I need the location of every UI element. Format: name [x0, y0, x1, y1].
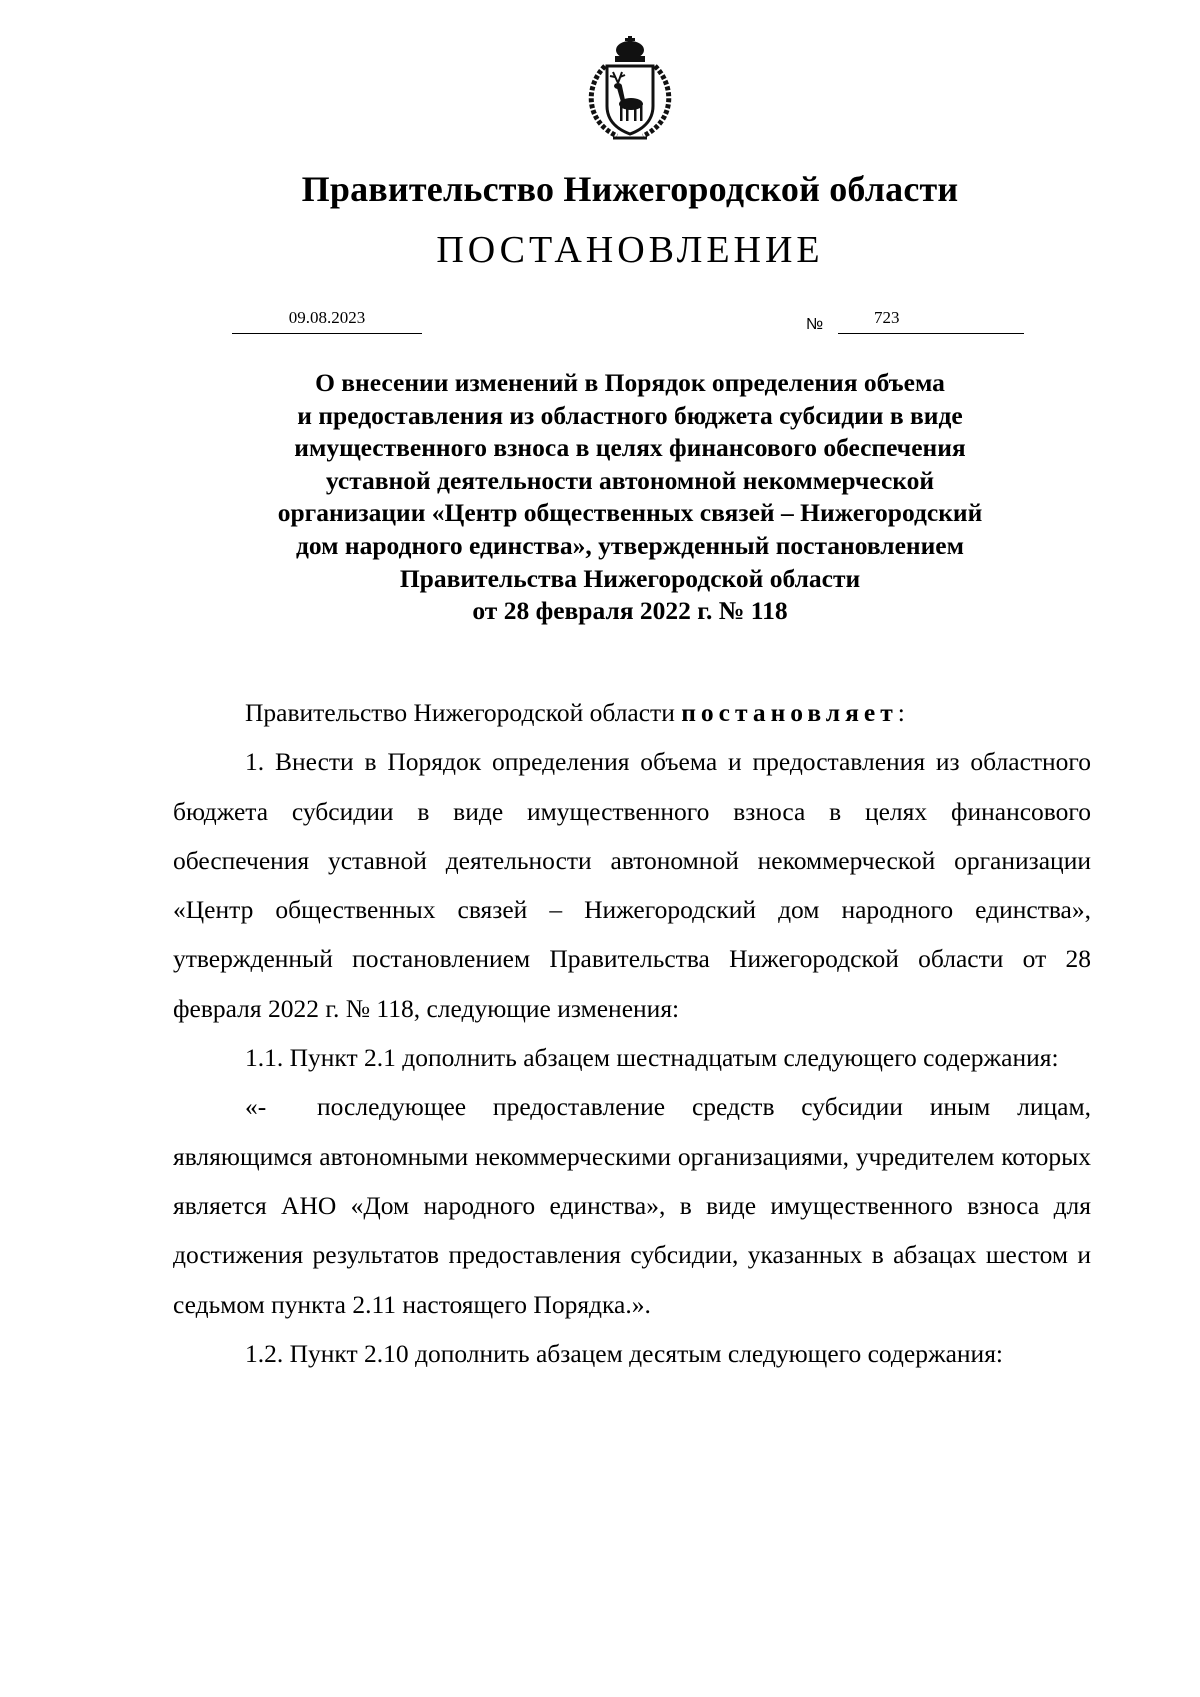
quote-mark: «-	[245, 1092, 267, 1122]
title-line: и предоставления из областного бюджета субсидии в виде	[297, 400, 963, 430]
intro-colon: :	[897, 698, 905, 727]
document-date-field	[232, 309, 422, 334]
intro-text: Правительство Нижегородской области	[245, 698, 682, 727]
title-line: дом народного единства», утвержденный постановлением	[296, 530, 964, 560]
title-line: уставной деятельности автономной некоммерческой	[325, 465, 935, 495]
paragraph-quote	[173, 1082, 1091, 1328]
document-title	[200, 367, 1060, 628]
paragraph-1-1: 1.1. Пункт 2.1 дополнить абзацем шестнадцатым следующего содержания:	[245, 1043, 1059, 1073]
document-body	[173, 688, 1091, 1378]
organization-name: Правительство Нижегородской области	[301, 169, 959, 209]
document-type: ПОСТАНОВЛЕНИЕ	[436, 229, 824, 271]
document-number-field	[838, 309, 1024, 334]
document-number: 723	[874, 308, 900, 327]
title-line: имущественного взноса в целях финансового обеспечения	[294, 433, 966, 463]
paragraph-1-2: 1.2. Пункт 2.10 дополнить абзацем десятым следующего содержания:	[245, 1338, 1004, 1368]
title-line: от 28 февраля 2022 г. № 118	[472, 596, 788, 626]
title-line: О внесении изменений в Порядок определения объема	[315, 368, 945, 397]
document-date: 09.08.2023	[288, 308, 366, 327]
coat-of-arms-emblem	[575, 36, 685, 148]
number-label: №	[806, 316, 824, 333]
paragraph-1: 1. Внести в Порядок определения объема и предоставления из областного бюджета субсидии в виде имущественного взноса в целях финансового обеспечения уставной деятельности автономной некоммерческой организации «Центр общественных связей – Нижегородский дом народного единства», утвержденный постановлением Правительства Нижегородской области от 28 февраля 2022 г. № 118, следующие изменения:	[173, 747, 1091, 1023]
quote-text: последующее предоставление средств субсидии иным лицам, являющимся автономными некоммерческими организациями, учредителем которых является АНО «Дом народного единства», в виде имущественного взноса для достижения результатов предоставления субсидии, указанных в абзацах шестом и седьмом пункта 2.11 настоящего Порядка.».	[173, 1092, 1091, 1319]
resolution-intro	[173, 688, 1091, 737]
title-line: Правительства Нижегородской области	[399, 563, 861, 593]
title-line: организации «Центр общественных связей – Нижегородский	[277, 498, 983, 528]
intro-decree-word: постановляет	[681, 698, 898, 727]
